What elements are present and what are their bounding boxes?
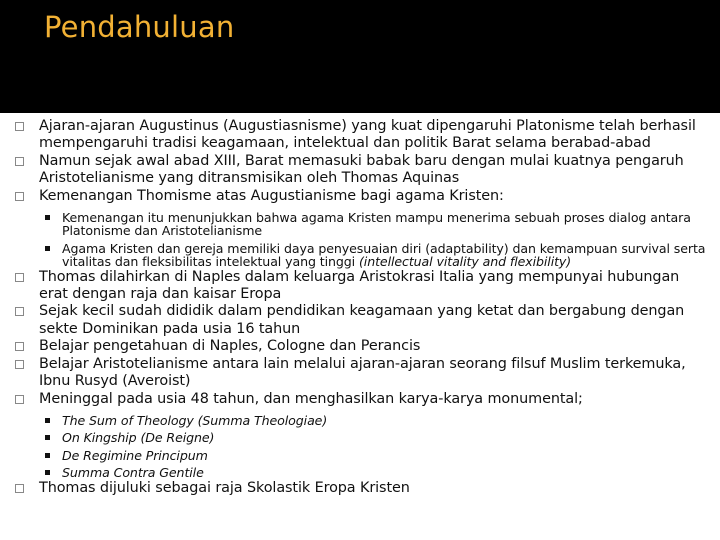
bullet-box-icon xyxy=(15,360,24,369)
work-item xyxy=(0,414,720,427)
bullet-item xyxy=(0,356,720,391)
work-item xyxy=(0,431,720,444)
bullet-text: Ajaran-ajaran Augustinus (Augustiasnisme) yang kuat dipengaruhi Platonisme telah berhasil mempengaruhi tradisi keagamaan, intelektual dan politik Barat selama berabad-abad xyxy=(39,118,696,152)
bullet-item xyxy=(0,391,720,408)
work-title: On Kingship (De Reigne) xyxy=(62,430,215,446)
square-bullet-icon xyxy=(45,453,50,458)
bullet-text: Meninggal pada usia 48 tahun, dan menghasilkan karya-karya monumental; xyxy=(39,390,583,407)
bullet-box-icon xyxy=(15,192,24,201)
bullet-item xyxy=(0,118,720,153)
bullet-box-icon xyxy=(15,122,24,131)
square-bullet-icon xyxy=(45,418,50,423)
bullet-box-icon xyxy=(15,307,24,316)
bullet-box-icon xyxy=(15,395,24,404)
sub-bullet-text: Kemenangan itu menunjukkan bahwa agama Kristen mampu menerima sebuah proses dialog antara Platonisme dan Aristotelianisme xyxy=(62,210,691,239)
bullet-text: Thomas dilahirkan di Naples dalam keluarga Aristokrasi Italia yang mempunyai hubungan erat dengan raja dan kaisar Eropa xyxy=(39,268,680,303)
square-bullet-icon xyxy=(45,215,50,220)
bullet-text: Belajar Aristotelianisme antara lain melalui ajaran-ajaran seorang filsuf Muslim terkemuka, Ibnu Rusyd (Averoist) xyxy=(39,355,686,390)
work-title: Summa Contra Gentile xyxy=(62,465,204,481)
slide-title: Pendahuluan xyxy=(44,10,235,44)
bullet-item xyxy=(0,480,720,497)
bullet-box-icon xyxy=(15,273,24,282)
title-bar xyxy=(0,0,720,113)
work-title: De Regimine Principum xyxy=(62,447,208,463)
bullet-item xyxy=(0,303,720,338)
work-title: The Sum of Theology (Summa Theologiae) xyxy=(62,412,328,428)
bullet-item xyxy=(0,153,720,188)
sub-bullet-text: Agama Kristen dan gereja memiliki daya penyesuaian diri (adaptability) dan kemampuan survival serta vitalitas dan fleksibilitas intelektual yang tinggi xyxy=(62,240,706,270)
bullet-box-icon xyxy=(15,342,24,351)
sub-bullet-item xyxy=(0,242,720,269)
work-item xyxy=(0,449,720,462)
square-bullet-icon xyxy=(45,470,50,475)
bullet-item xyxy=(0,338,720,355)
square-bullet-icon xyxy=(45,246,50,251)
bullet-box-icon xyxy=(15,484,24,493)
bullet-text: Namun sejak awal abad XIII, Barat memasuki babak baru dengan mulai kuatnya pengaruh Aristotelianisme yang ditransmisikan oleh Thomas Aquinas xyxy=(39,152,684,187)
work-item xyxy=(0,466,720,479)
bullet-text: Belajar pengetahuan di Naples, Cologne dan Perancis xyxy=(39,338,421,355)
bullet-box-icon xyxy=(15,157,24,166)
sub-bullet-italic-text: (intellectual vitality and flexibility) xyxy=(358,254,572,270)
bullet-text: Sejak kecil sudah dididik dalam pendidikan keagamaan yang ketat dan bergabung dengan sekte Dominikan pada usia 16 tahun xyxy=(39,303,685,337)
square-bullet-icon xyxy=(45,435,50,440)
bullet-text: Thomas dijuluki sebagai raja Skolastik Eropa Kristen xyxy=(39,479,410,496)
sub-bullet-item xyxy=(0,211,720,238)
bullet-item xyxy=(0,188,720,205)
bullet-text: Kemenangan Thomisme atas Augustianisme bagi agama Kristen: xyxy=(39,187,504,204)
slide-body xyxy=(0,118,720,497)
bullet-item xyxy=(0,269,720,304)
